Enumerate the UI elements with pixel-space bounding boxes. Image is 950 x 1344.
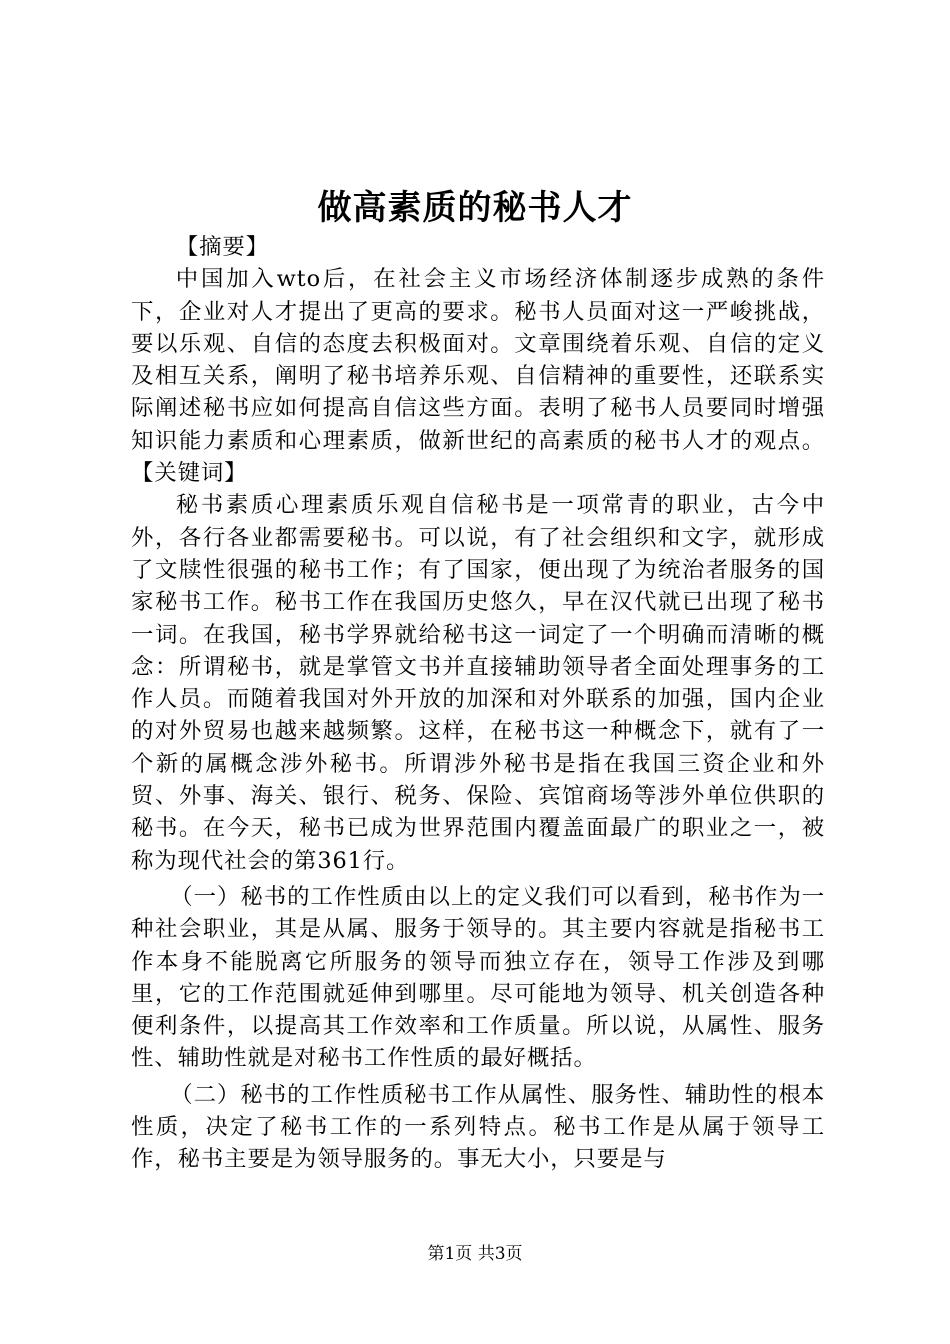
body-paragraph-section-1: （一）秘书的工作性质由以上的定义我们可以看到，秘书作为一种社会职业，其是从属、服务于领导的。其主要内容就是指秘书工作本身不能脱离它所服务的领导而独立存在，领导工作涉及到哪里，它的工作范围就延伸到哪里。尽可能地为领导、机关创造各种便利条件，以提高其工作效率和工作质量。所以说，从属性、服务性、辅助性就是对秘书工作性质的最好概括。 (131, 883, 825, 1072)
body-paragraph-section-2: （二）秘书的工作性质秘书工作从属性、服务性、辅助性的根本性质，决定了秘书工作的一系列特点。秘书工作是从属于领导工作，秘书主要是为领导服务的。事无大小，只要是与 (131, 1081, 825, 1173)
body-paragraph-keywords: 秘书素质心理素质乐观自信秘书是一项常青的职业，古今中外，各行各业都需要秘书。可以说，有了社会组织和文字，就形成了文牍性很强的秘书工作；有了国家，便出现了为统治者服务的国家秘书工作。秘书工作在我国历史悠久，早在汉代就已出现了秘书一词。在我国，秘书学界就给秘书这一词定了一个明确而清晰的概念：所谓秘书，就是掌管文书并直接辅助领导者全面处理事务的工作人员。而随着我国对外开放的加深和对外联系的加强，国内企业的对外贸易也越来越频繁。这样，在秘书这一种概念下，就有了一个新的属概念涉外秘书。所谓涉外秘书是指在我国三资企业和外贸、外事、海关、银行、税务、保险、宾馆商场等涉外单位供职的秘书。在今天，秘书已成为世界范围内覆盖面最广的职业之一，被称为现代社会的第361行。 (131, 492, 825, 874)
abstract-heading: 【摘要】 (175, 234, 269, 260)
document-body (131, 231, 825, 1176)
page-footer: 第1页 共3页 (427, 1244, 523, 1264)
document-title: 做高素质的秘书人才 (317, 188, 633, 228)
abstract-paragraph: 中国加入wto后，在社会主义市场经济体制逐步成熟的条件下，企业对人才提出了更高的要求。秘书人员面对这一严峻挑战，要以乐观、自信的态度去积极面对。文章围绕着乐观、自信的定义及相互关系，阐明了秘书培养乐观、自信精神的重要性，还联系实际阐述秘书应如何提高自信这些方面。表明了秘书人员要同时增强知识能力素质和心理素质，做新世纪的高素质的秘书人才的观点。【关键词】 (131, 266, 825, 487)
